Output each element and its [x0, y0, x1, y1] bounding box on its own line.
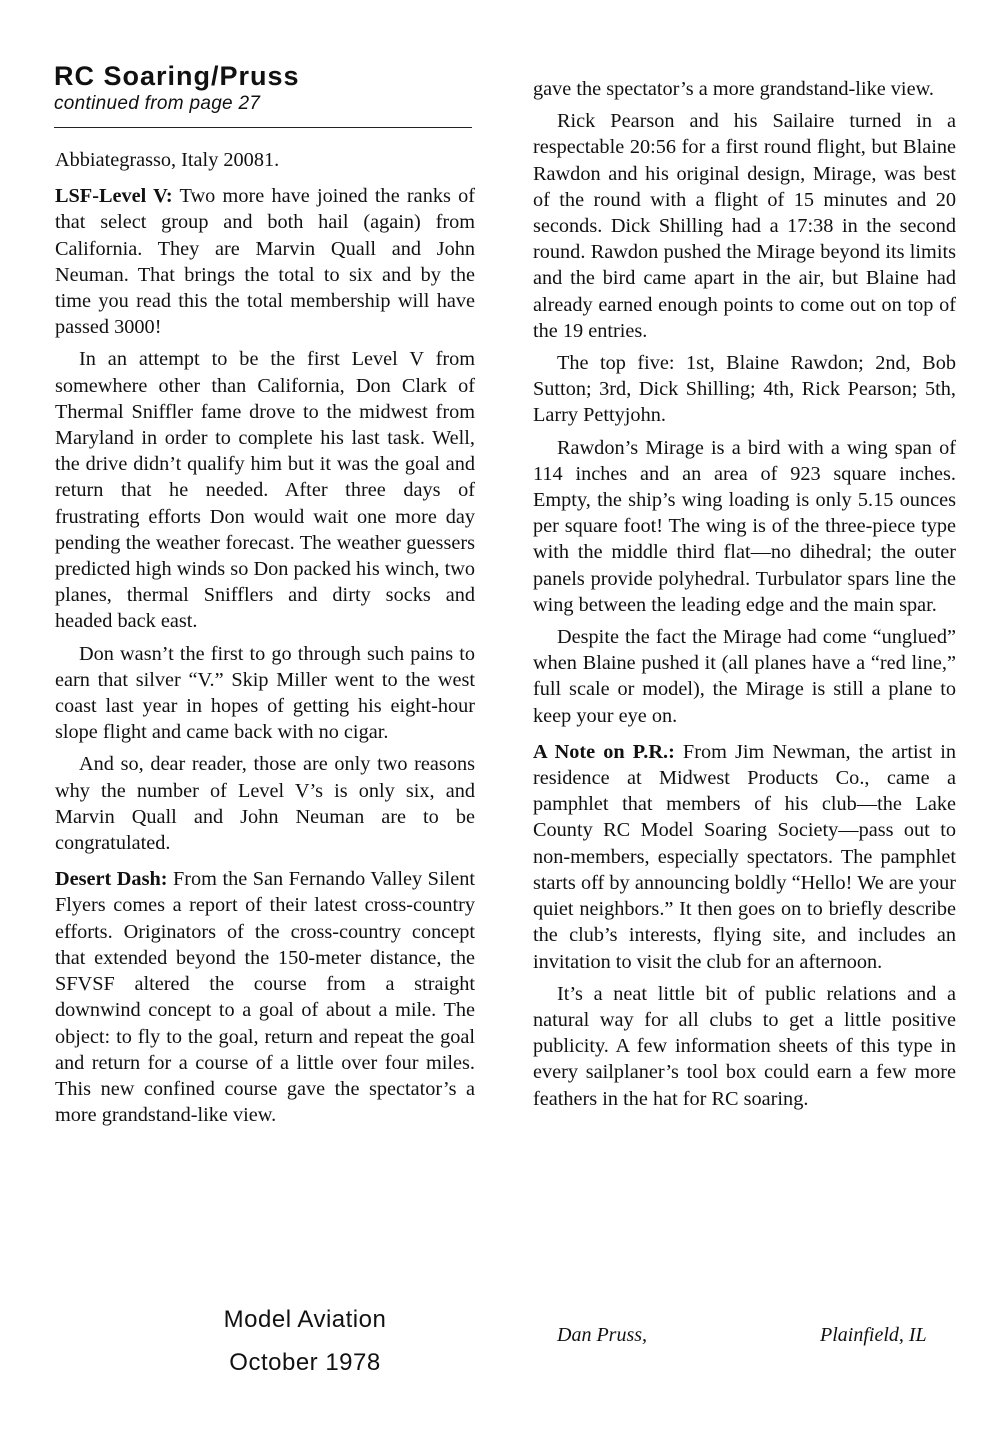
left-column — [55, 147, 475, 1134]
section-body: From the San Fernando Valley Silent Flyers comes a report of their latest cross-country efforts. Originators of the cross-country concept that extended beyond the 150-meter distance, the SFVSF altered the course from a straight downwind concept to a goal of about a mile. The object: to fly to the goal, return and repeat the goal and return for a course of a little over four miles. This new confined course gave the spectator’s a more grandstand-like view. — [55, 868, 475, 1127]
paragraph: The top five: 1st, Blaine Rawdon; 2nd, Bob Sutton; 3rd, Dick Shilling; 4th, Rick Pearson; 5th, Larry Pettyjohn. — [533, 352, 956, 427]
section-heading: Desert Dash: — [55, 868, 168, 891]
paragraph: Abbiategrasso, Italy 20081. — [55, 149, 280, 171]
section-heading: A Note on P.R.: — [533, 740, 675, 763]
article-title: RC Soaring/Pruss — [54, 61, 300, 91]
continuation-note: continued from page 27 — [54, 93, 261, 114]
section-body: From Jim Newman, the artist in residence at Midwest Products Co., came a pamphlet that members of his club—the Lake County RC Model Soaring Society—pass out to non-members, especially spectators. The pamphlet starts off by announcing boldly “Hello! We are your quiet neighbors.” It then goes on to briefly describe the club’s interests, flying site, and includes an invitation to visit the club for an afternoon. — [533, 740, 956, 973]
paragraph: Rick Pearson and his Sailaire turned in a respectable 20:56 for a first round flight, but Blaine Rawdon and his original design, Mirage, was best of the round with a flight of 15 minutes and 20 seconds. Dick Shilling had a 17:38 in the second round. Rawdon pushed the Mirage beyond its limits and the bird came apart in the air, but Blaine had already earned enough points to come out on top of the 19 entries. — [533, 110, 956, 342]
author-name: Dan Pruss, — [557, 1324, 648, 1346]
section-desert-dash — [55, 866, 475, 1128]
paragraph: Rawdon’s Mirage is a bird with a wing span of 114 inches and an area of 923 square inches. Empty, the ship’s wing loading is only 5.15 ounces per square foot! The wing is of the three-piece type with the middle third flat—no dihedral; the outer panels provide polyhedral. Turbulator spars line the wing between the leading edge and the main spar. — [533, 436, 956, 616]
author-location: Plainfield, IL — [820, 1324, 927, 1346]
section-heading: LSF-Level V: — [55, 185, 173, 208]
paragraph: And so, dear reader, those are only two reasons why the number of Level V’s is only six, and Marvin Quall and John Neuman are to be congratulated. — [55, 753, 475, 855]
paragraph: It’s a neat little bit of public relations and a natural way for all clubs to get a little positive publicity. A few information sheets of this type in every sailplaner’s tool box could earn a few more feathers in the hat for RC soaring. — [533, 982, 956, 1110]
article-header — [54, 60, 474, 116]
publication-date: October 1978 — [229, 1349, 381, 1376]
section-body: Two more have joined the ranks of that select group and both hail (again) from California. They are Marvin Quall and John Neuman. That brings the total to six and by the time you read this the total membership will have passed 3000! — [55, 185, 475, 339]
right-column — [533, 76, 956, 1118]
paragraph: Despite the fact the Mirage had come “unglued” when Blaine pushed it (all planes have a “red line,” full scale or model), the Mirage is still a plane to keep your eye on. — [533, 626, 956, 727]
paragraph: gave the spectator’s a more grandstand-like view. — [533, 78, 934, 100]
paragraph: In an attempt to be the first Level V from somewhere other than California, Don Clark of Thermal Sniffler fame drove to the midwest from Maryland in order to complete his last task. Well, the drive didn’t qualify him but it was the goal and return that he needed. After three days of frustrating efforts Don would wait one more day pending the weather forecast. The weather guessers predicted high winds so Don packed his winch, two planes, thermal Snifflers and dirty socks and headed back east. — [55, 348, 475, 633]
section-lsf-level-v — [55, 183, 475, 340]
publication-name: Model Aviation — [223, 1306, 387, 1333]
header-divider — [54, 127, 472, 128]
section-note-on-pr — [533, 739, 956, 975]
paragraph: Don wasn’t the first to go through such pains to earn that silver “V.” Skip Miller went to the west coast last year in hopes of getting his eight-hour slope flight and came back with no cigar. — [55, 642, 475, 744]
